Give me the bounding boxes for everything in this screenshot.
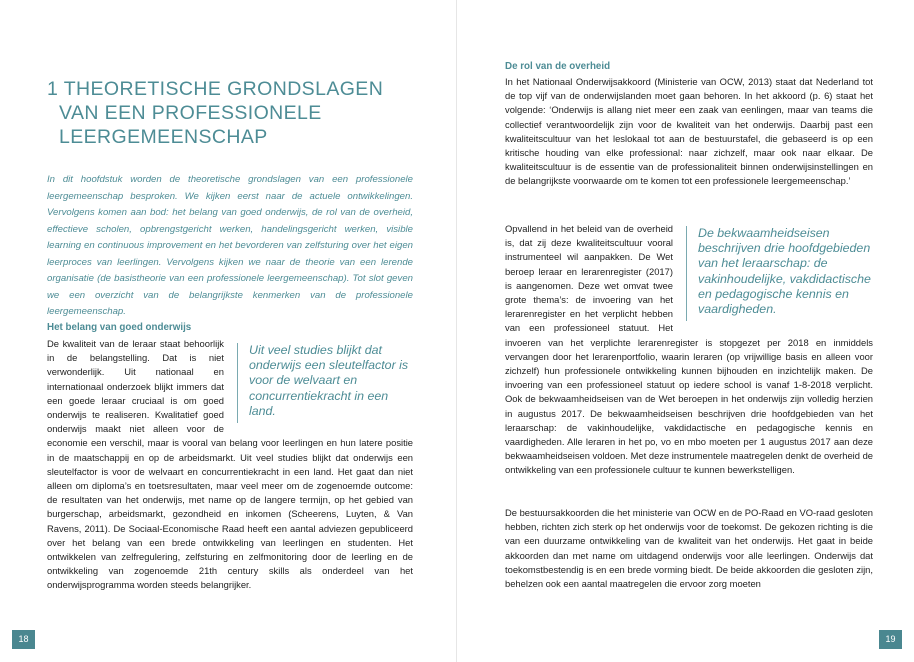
right-paragraph-3: De bestuursakkoorden die het ministerie van OCW en de PO-Raad en VO-raad gesloten hebben, richten zich sterk op het onderwijs voor de toekomst. De gekozen richting is die van een duurzame ontwikkeling van de kwaliteit van het onderwijs. Het gaat in beide akkoorden dan met name om uitdagend onderwijs voor alle leerlingen. Onderwijs dat toekomstbestendig is en een brede vorming biedt. De beide akkoorden die gesloten zijn, behelzen ook een aantal maatregelen die ervoor zorg moeten — [505, 507, 873, 590]
left-body — [47, 337, 413, 593]
right-paragraph-2 — [505, 222, 873, 478]
chapter-intro: In dit hoofdstuk worden de theoretische grondslagen van een professionele leergemeenschap besproken. We kijken eerst naar de actuele ontwikkelingen. Vervolgens komen aan bod: het belang van goed onderwijs, de rol van de overheid, effectieve scholen, opbrengstgericht werken, handelingsgericht werken, visible learning en continuous improvement en het bevorderen van zelfsturing over het eigen leerproces van leerlingen. Vervolgens kijken we naar de theorie van een lerende organisatie (de basistheorie van een professionele leergemeenschap). Tot slot geven we een overzicht van de belangrijkste kenmerken van de professionele leergemeenschap. — [47, 174, 413, 317]
right-paragraph-2-text: Opvallend in het beleid van de overheid is, dat zij deze kwaliteitscultuur vooral instrumenteel wil aanpakken. De Wet beroep leraar en lerarenregister (2017) is aangenomen. Deze wet omvat twee grote thema’s: de invoering van het lerarenregister en het verplicht hebben van een professioneel statuut. Het invoeren van het verplichte lerarenregister is stopgezet per 2018 en inmiddels vervangen door het lerarenportfolio, waarin leraren (op vrijwillige basis en alleen voor zichzelf) hun professionele ontwikkeling kunnen bijhouden en inzichtelijk maken. De invoering van een professioneel statuut op iedere school is vanaf 1-8-2018 verplicht. Ook de bekwaamheidseisen van de Wet beroepen in het onderwijs zijn volledig herzien in augustus 2017. De bekwaamheidseisen beschrijven drie hoofdgebieden van het leraarschap: de vakinhoudelijke, vakdidactische en pedagogische kennis en vaardigheden. Alle leraren in het po, vo en mbo moeten per 1 augustus 2017 aan deze bekwaamheidseisen voldoen. Met deze instrumentele maatregelen denkt de overheid de ontwikkeling van een professionele cultuur te kunnen bewerkstelligen. — [505, 223, 873, 476]
chapter-title-line-1: 1 THEORETISCHE GRONDSLAGEN — [47, 78, 384, 100]
chapter-title — [47, 77, 427, 149]
page-number-left: 18 — [12, 630, 35, 649]
chapter-title-line-3: LEERGEMEENSCHAP — [59, 126, 268, 148]
section-heading-rol-overheid: De rol van de overheid — [505, 61, 611, 72]
pull-quote-right: De bekwaamheidseisen beschrijven drie hoofdgebieden van het leraarschap: de vakinhoudelijke, vakdidactische en pedagogische kennis en vaardigheden. — [686, 226, 873, 321]
right-paragraph-1: In het Nationaal Onderwijsakkoord (Ministerie van OCW, 2013) staat dat Nederland tot de top vijf van de onderwijslanden moet gaan behoren. In het akkoord (p. 6) staat het volgende: ‘Onderwijs is allang niet meer een zaak van eenlingen, maar van teams die collectief verantwoordelijk zijn voor de kwaliteit van het onderwijs. Daarbij past een kwaliteitscultuur van het leslokaal tot aan de bestuurstafel, die gebaseerd is op een kritische houding van elke professional: naar zichzelf, maar ook naar elkaar. De kwaliteitscultuur is de essentie van de professionaliteit binnen onderwijsinstellingen en de belangrijkste voorwaarde om te komen tot een professionele leergemeenschap.’ — [505, 76, 873, 187]
right-page — [457, 0, 914, 662]
section-heading-belang-goed-onderwijs: Het belang van goed onderwijs — [47, 322, 192, 333]
pull-quote-left: Uit veel studies blijkt dat onderwijs een sleutelfactor is voor de welvaart en concurrentiekracht in een land. — [237, 343, 413, 423]
chapter-title-line-2: VAN EEN PROFESSIONELE — [59, 102, 322, 124]
left-body-text: De kwaliteit van de leraar staat behoorlijk in de belangstelling. Dat is niet verwonderlijk. Uit nationaal en internationaal onderzoek blijkt immers dat een goede leraar cruciaal is om goed onderwijs te realiseren. Kwalitatief goed onderwijs maakt niet alleen voor de economie een verschil, maar is vooral van belang voor leerlingen en hun latere positie in de maatschappij en op de arbeidsmarkt. Uit veel studies blijkt dat onderwijs een sleutelfactor is voor de welvaart en concurrentiekracht in een land. Het gaat dan niet alleen om diploma’s en toetsresultaten, maar veel meer om de zogenoemde outcome: de resultaten van het onderwijs, met name op de langere termijn, op het gebied van burgerschap, arbeidsmarkt, gezondheid en inkomen (Scheerens, Luyten, & Van Ravens, 2011). De Sociaal-Economische Raad heeft een aantal adviezen gepubliceerd over het belang van een brede ontwikkeling van leerlingen en studenten. Het ontwikkelen van zelfregulering, zelfsturing en zelfmonitoring door de leerling en de ontwikkeling van zogenoemde 21th century skills als onderdeel van het onderwijsprogramma worden steeds belangrijker. — [47, 338, 413, 591]
page-number-right: 19 — [879, 630, 902, 649]
